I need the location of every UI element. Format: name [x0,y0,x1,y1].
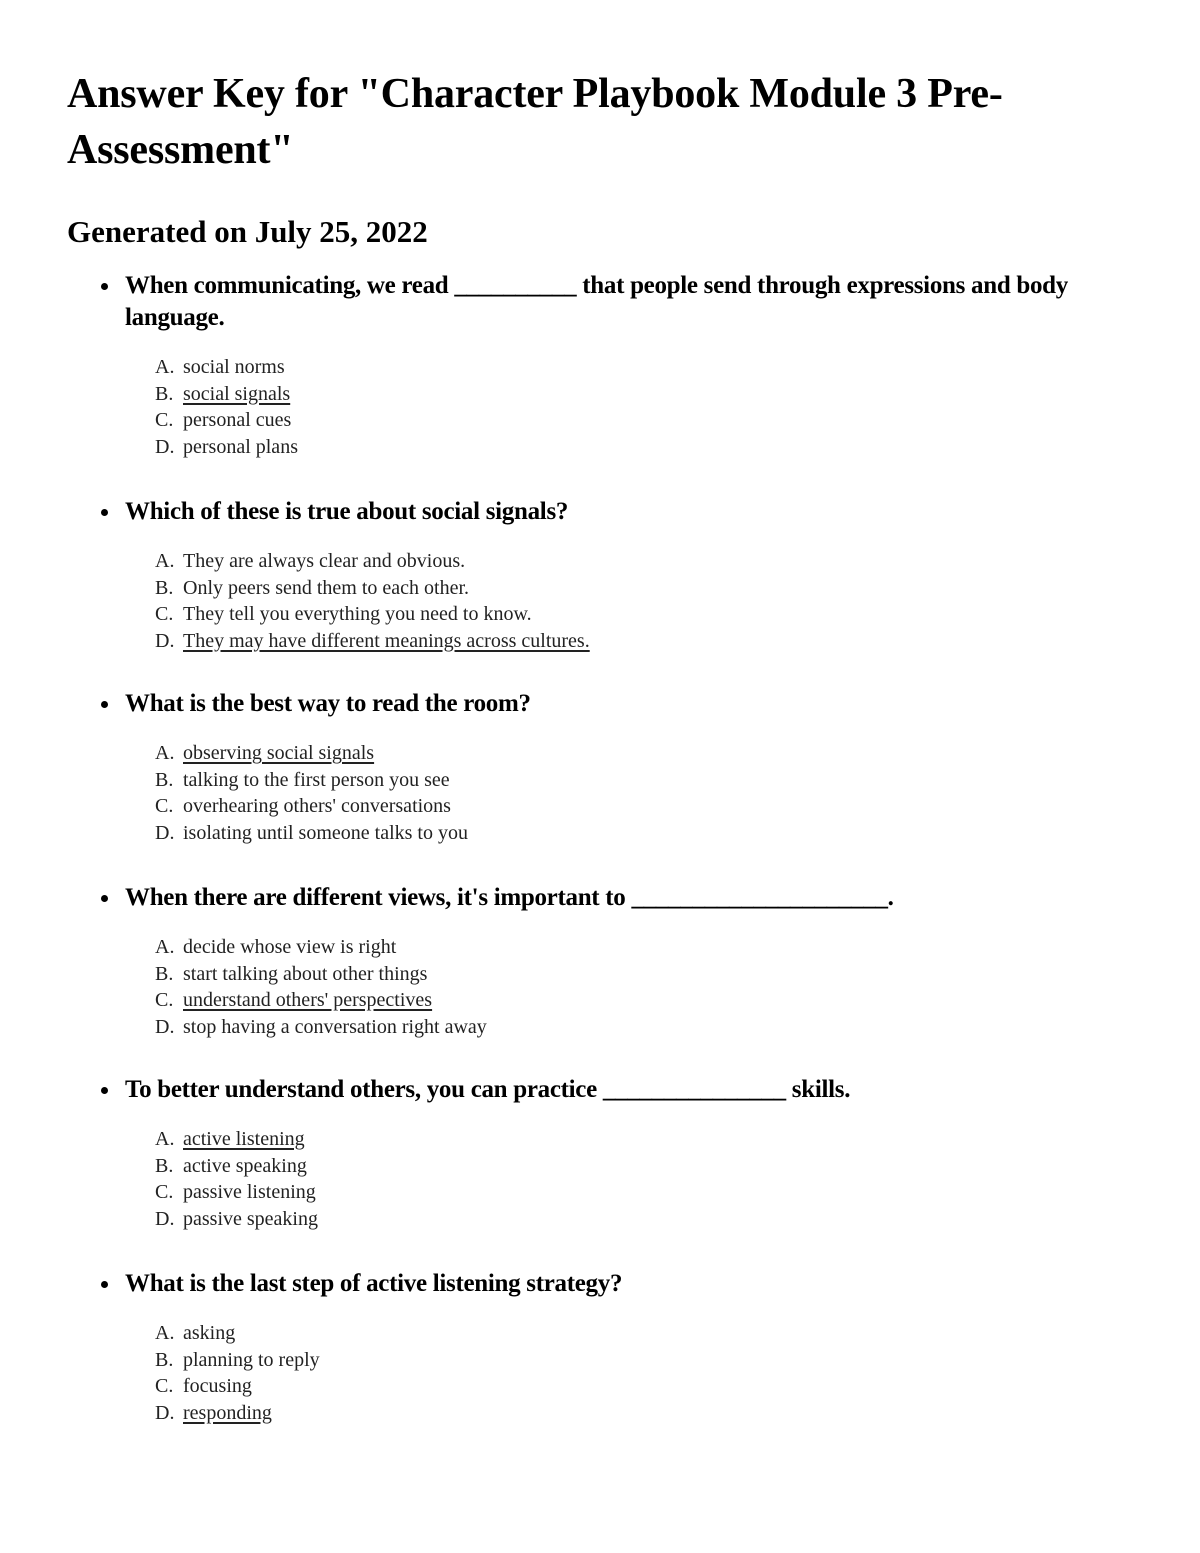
option-letter: D. [155,435,175,458]
option-letter: B. [155,382,174,405]
option-text: stop having a conversation right away [183,1015,487,1038]
question-text: What is the last step of active listening strategy? [125,1270,623,1297]
question-item [67,496,1137,654]
option-item [155,934,1137,961]
option-letter: A. [155,1322,175,1344]
option-letter: B. [155,1154,174,1177]
option-item-correct [155,381,1137,408]
question-item [67,882,1137,1040]
option-letter: A. [155,1128,175,1150]
answer-key-page [67,66,1137,1426]
option-letter: B. [155,768,174,791]
question-text: Which of these is true about social signals? [125,498,569,525]
option-text: focusing [183,1375,252,1397]
option-list [155,740,1137,846]
option-list [155,934,1137,1040]
option-letter: D. [155,821,175,844]
correct-answer-text: understand others' perspectives [183,989,433,1011]
bullet-icon [101,701,108,708]
option-text: overhearing others' conversations [183,795,451,817]
option-letter: B. [155,1348,174,1371]
question-list [67,270,1137,1426]
bullet-icon [101,509,108,516]
option-item [155,434,1137,461]
option-item [155,961,1137,988]
option-item [155,575,1137,602]
option-item-correct [155,1400,1137,1427]
option-text: isolating until someone talks to you [183,821,468,844]
option-item [155,793,1137,820]
option-item [155,820,1137,847]
option-text: personal cues [183,409,292,431]
option-list [155,548,1137,654]
bullet-icon [101,895,108,902]
option-item [155,767,1137,794]
option-text: passive listening [183,1181,316,1203]
option-text: planning to reply [183,1348,320,1371]
option-letter: C. [155,795,174,817]
option-letter: A. [155,742,175,764]
option-item [155,1153,1137,1180]
option-item-correct [155,628,1137,655]
option-item [155,1320,1137,1347]
option-item [155,354,1137,381]
option-item [155,1373,1137,1400]
option-text: personal plans [183,435,298,458]
question-text: When there are different views, it's important to _____________________. [125,884,894,911]
option-text: social norms [183,356,285,378]
option-letter: C. [155,989,174,1011]
question-text: What is the best way to read the room? [125,690,531,717]
option-letter: D. [155,1401,175,1424]
question-item [67,1268,1137,1426]
option-text: start talking about other things [183,962,428,985]
option-list [155,1320,1137,1426]
option-letter: D. [155,1207,175,1230]
correct-answer-text: social signals [183,382,291,405]
option-text: They are always clear and obvious. [183,550,466,572]
option-text: decide whose view is right [183,936,397,958]
bullet-icon [101,1281,108,1288]
option-text: talking to the first person you see [183,768,450,791]
page-title: Answer Key for "Character Playbook Module 3 Pre-Assessment" [67,71,1003,173]
option-item-correct [155,740,1137,767]
option-item [155,407,1137,434]
option-letter: A. [155,356,175,378]
option-text: Only peers send them to each other. [183,576,470,599]
option-item [155,1347,1137,1374]
option-letter: A. [155,550,175,572]
option-text: passive speaking [183,1207,318,1230]
option-item-correct [155,1126,1137,1153]
option-item-correct [155,987,1137,1014]
correct-answer-text: responding [183,1401,272,1424]
option-letter: C. [155,1181,174,1203]
option-item [155,1014,1137,1041]
question-text: To better understand others, you can practice _______________ skills. [125,1076,851,1103]
question-item [67,1074,1137,1232]
option-letter: A. [155,936,175,958]
option-item [155,1206,1137,1233]
option-letter: B. [155,576,174,599]
correct-answer-text: observing social signals [183,742,375,764]
generated-date: Generated on July 25, 2022 [67,214,428,249]
option-list [155,354,1137,460]
option-letter: D. [155,1015,175,1038]
option-text: asking [183,1322,236,1344]
correct-answer-text: active listening [183,1128,305,1150]
option-text: active speaking [183,1154,307,1177]
option-letter: C. [155,409,174,431]
bullet-icon [101,1087,108,1094]
option-item [155,548,1137,575]
option-item [155,1179,1137,1206]
question-text: When communicating, we read __________ that people send through expressions and body language. [125,272,1068,331]
option-text: They tell you everything you need to know. [183,603,532,625]
question-item [67,270,1137,460]
option-letter: D. [155,629,175,652]
option-item [155,601,1137,628]
question-item [67,688,1137,846]
bullet-icon [101,283,108,290]
option-letter: C. [155,603,174,625]
option-list [155,1126,1137,1232]
option-letter: C. [155,1375,174,1397]
option-letter: B. [155,962,174,985]
correct-answer-text: They may have different meanings across cultures. [183,629,590,652]
